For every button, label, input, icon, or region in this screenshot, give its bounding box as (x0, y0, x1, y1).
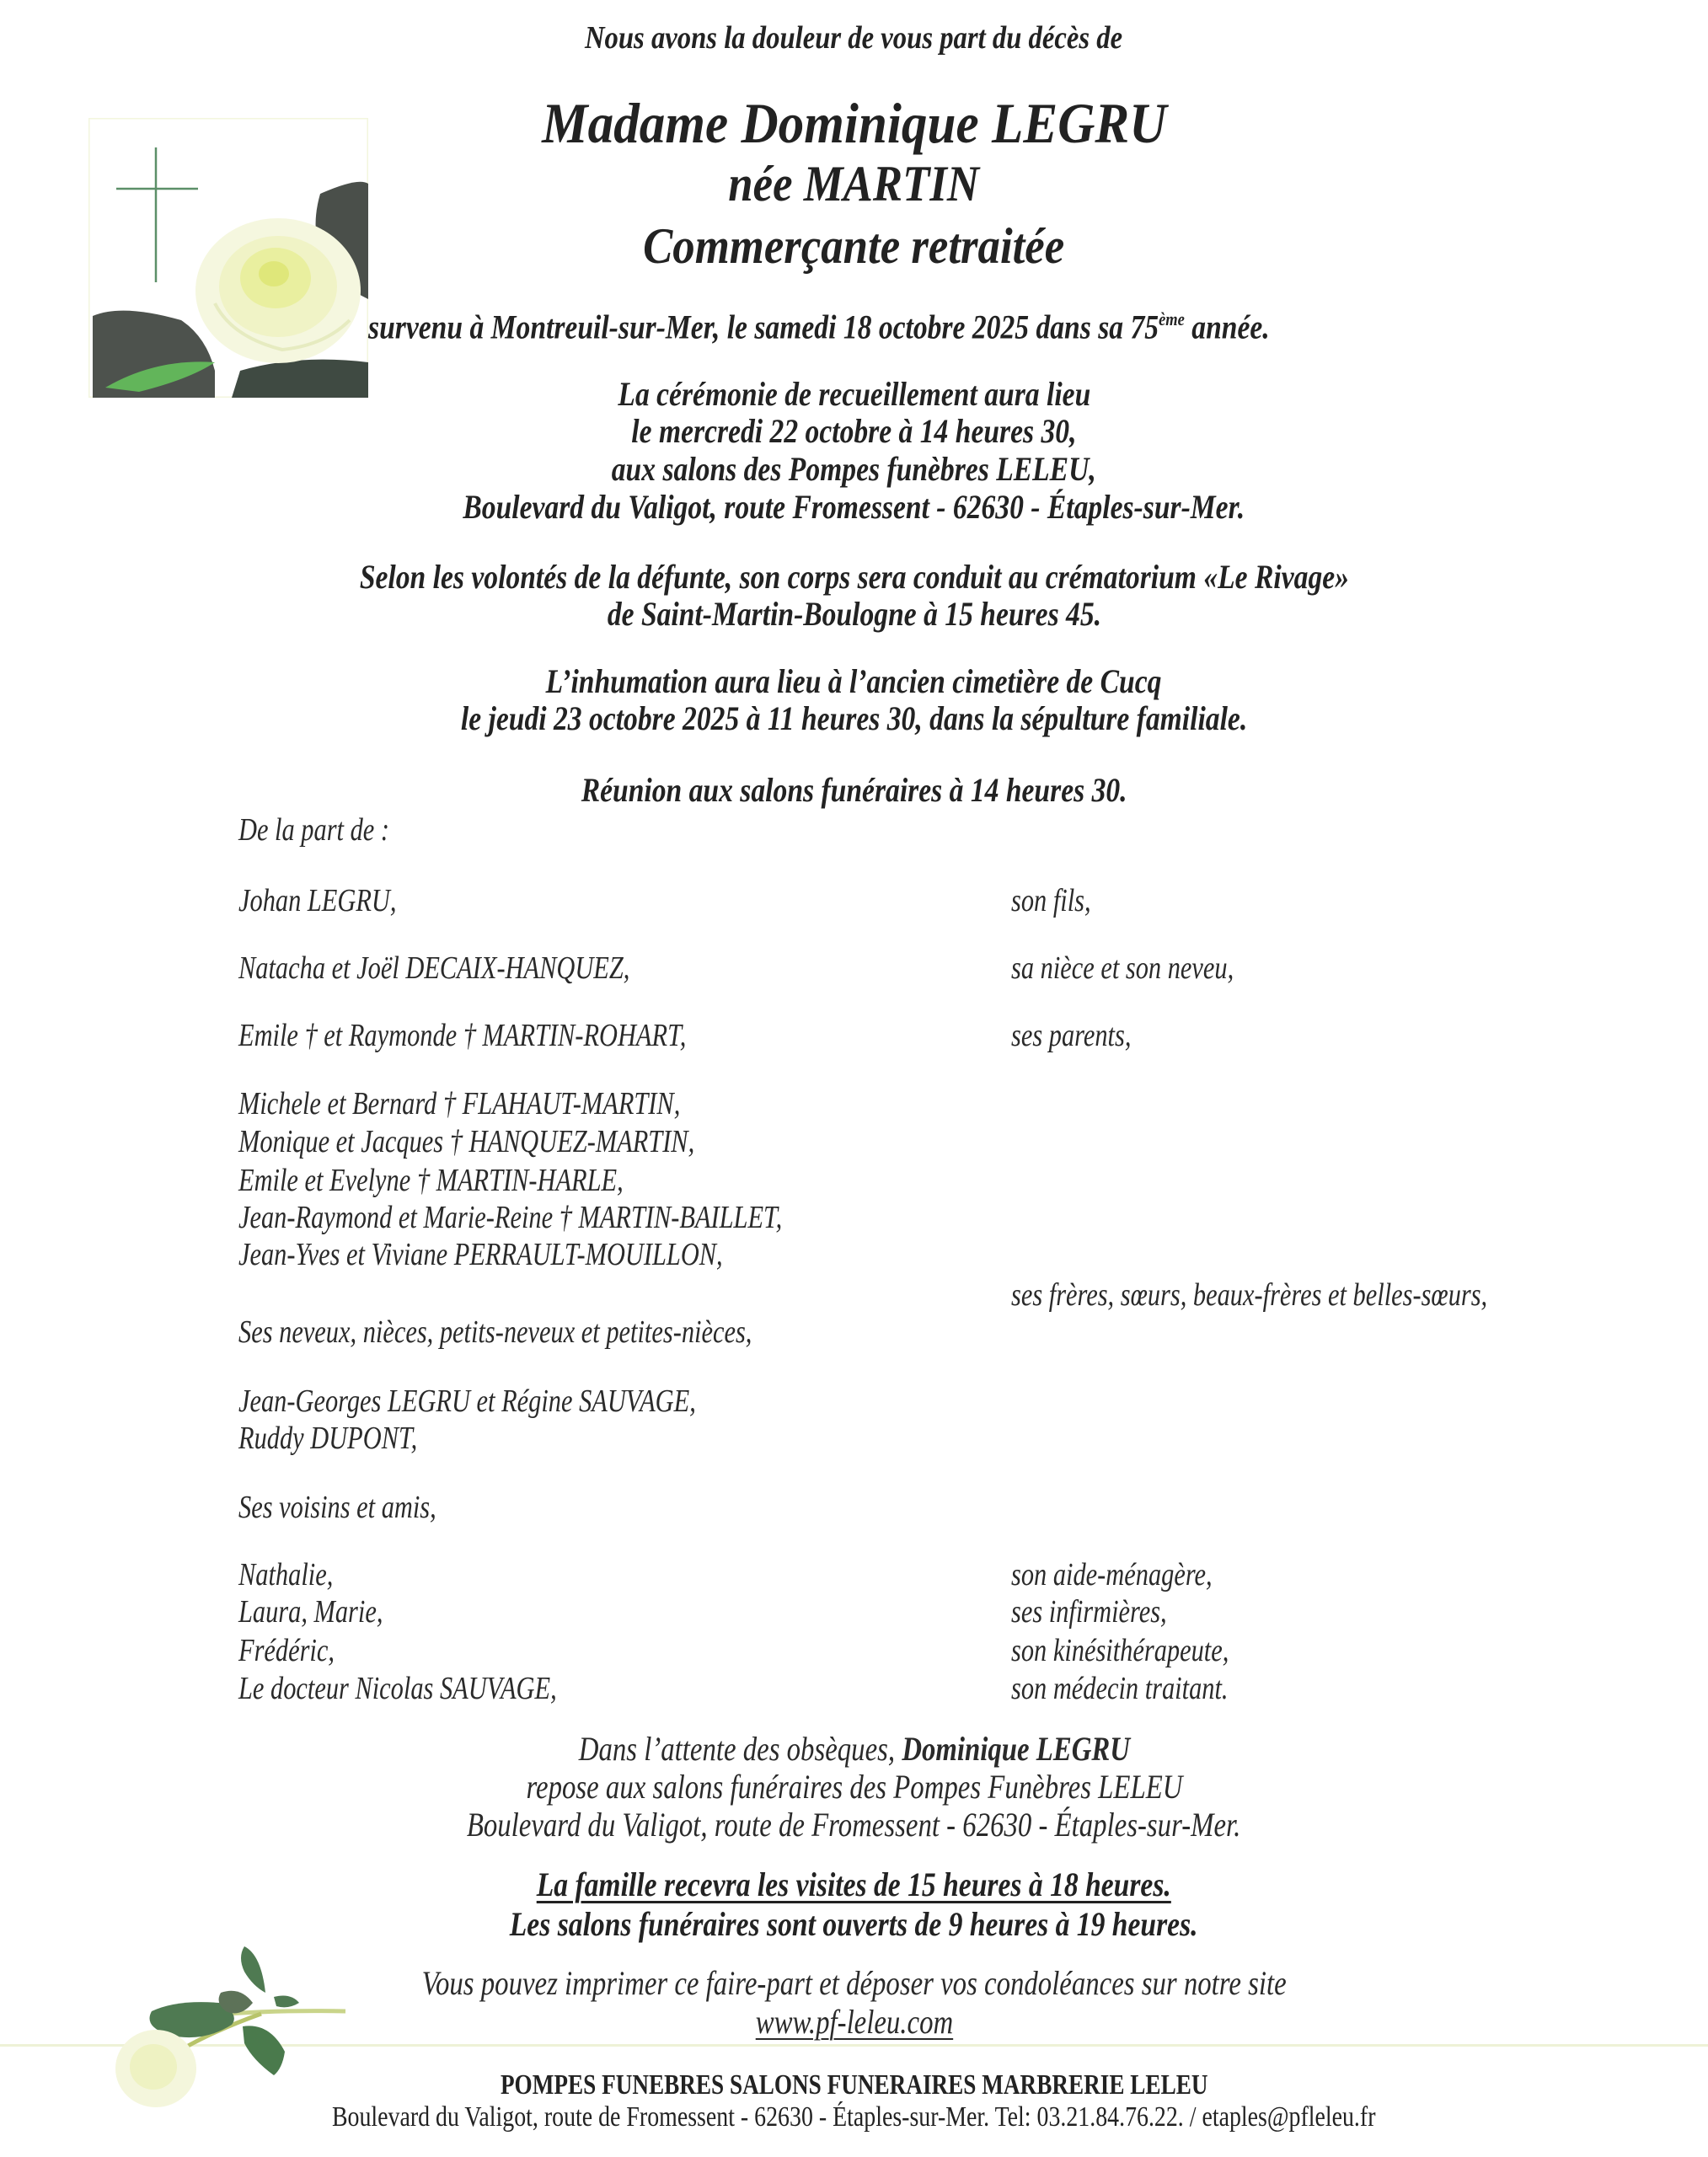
family-name: Natacha et Joël DECAIX-HANQUEZ, (238, 950, 630, 986)
burial-line-1: L’inhumation aura lieu à l’ancien cimetière de Cucq (546, 662, 1162, 700)
family-relation: son fils, (1011, 883, 1091, 918)
family-intro: De la part de : (238, 812, 389, 848)
ceremony-line-3: aux salons des Pompes funèbres LELEU, (612, 450, 1096, 488)
other-family-name: Ruddy DUPONT, (238, 1421, 418, 1456)
website-link[interactable]: www.pf-leleu.com (755, 2003, 953, 2041)
sibling-name: Jean-Raymond et Marie-Reine † MARTIN-BAILLET, (238, 1200, 783, 1235)
ceremony-line-2: le mercredi 22 octobre à 14 heures 30, (631, 412, 1077, 450)
burial-line-2: le jeudi 23 octobre 2025 à 11 heures 30, dans la sépulture familiale. (460, 699, 1248, 737)
carer-name: Laura, Marie, (238, 1594, 383, 1630)
carer-name: Nathalie, (238, 1557, 334, 1592)
sibling-name: Monique et Jacques † HANQUEZ-MARTIN, (238, 1124, 695, 1159)
ceremony-line-1: La cérémonie de recueillement aura lieu (618, 375, 1090, 413)
neighbours-friends: Ses voisins et amis, (238, 1490, 436, 1525)
company-name: POMPES FUNEBRES SALONS FUNERAIRES MARBRERIE LELEU (500, 2069, 1208, 2101)
family-name: Johan LEGRU, (238, 883, 397, 918)
siblings-relation: ses frères, sœurs, beaux-frères et belles-sœurs, (1011, 1277, 1488, 1313)
carer-relation: son aide-ménagère, (1011, 1557, 1213, 1592)
company-address: Boulevard du Valigot, route de Fromessent - 62630 - Étaples-sur-Mer. Tel: 03.21.84.76.22. / etaples@pfleleu.fr (332, 2101, 1376, 2133)
cremation-line-1: Selon les volontés de la défunte, son corps sera conduit au crématorium «Le Rivage» (359, 558, 1349, 596)
other-family-name: Jean-Georges LEGRU et Régine SAUVAGE, (238, 1384, 696, 1419)
rest-line-2: repose aux salons funéraires des Pompes Funèbres LELEU (526, 1768, 1182, 1806)
deceased-name: Madame Dominique LEGRU (541, 91, 1167, 155)
occupation: Commerçante retraitée (643, 218, 1065, 274)
nephews-nieces: Ses neveux, nièces, petits-neveux et petites-nièces, (238, 1314, 752, 1350)
carer-relation: son médecin traitant. (1011, 1671, 1229, 1706)
rest-line-1: Dans l’attente des obsèques, Dominique LEGRU (578, 1730, 1130, 1768)
sibling-name: Michele et Bernard † FLAHAUT-MARTIN, (238, 1086, 681, 1121)
sibling-name: Jean-Yves et Viviane PERRAULT-MOUILLON, (238, 1237, 723, 1272)
ceremony-line-4: Boulevard du Valigot, route Fromessent - 62630 - Étaples-sur-Mer. (463, 488, 1245, 526)
carer-relation: son kinésithérapeute, (1011, 1633, 1229, 1668)
family-name: Emile † et Raymonde † MARTIN-ROHART, (238, 1018, 687, 1053)
reunion-text: Réunion aux salons funéraires à 14 heures 30. (581, 771, 1127, 809)
online-condolences-text: Vous pouvez imprimer ce faire-part et déposer vos condoléances sur notre site (421, 1964, 1287, 2002)
family-relation: ses parents, (1011, 1018, 1132, 1053)
carer-name: Frédéric, (238, 1633, 335, 1668)
cremation-line-2: de Saint-Martin-Boulogne à 15 heures 45. (607, 595, 1101, 633)
death-announcement: survenu à Montreuil-sur-Mer, le samedi 18 octobre 2025 dans sa 75ème année. (368, 308, 1270, 346)
family-visit-hours: La famille recevra les visites de 15 heures à 18 heures. (536, 1865, 1172, 1903)
maiden-name: née MARTIN (728, 156, 980, 211)
sibling-name: Emile et Evelyne † MARTIN-HARLE, (238, 1163, 624, 1198)
rest-deceased-name: Dominique LEGRU (901, 1730, 1130, 1768)
carer-relation: ses infirmières, (1011, 1594, 1167, 1630)
intro-text: Nous avons la douleur de vous part du décès de (585, 20, 1123, 56)
carer-name: Le docteur Nicolas SAUVAGE, (238, 1671, 557, 1706)
family-relation: sa nièce et son neveu, (1011, 950, 1234, 986)
rest-line-3: Boulevard du Valigot, route de Fromessent - 62630 - Étaples-sur-Mer. (467, 1806, 1241, 1844)
salon-open-hours: Les salons funéraires sont ouverts de 9 heures à 19 heures. (510, 1905, 1198, 1943)
